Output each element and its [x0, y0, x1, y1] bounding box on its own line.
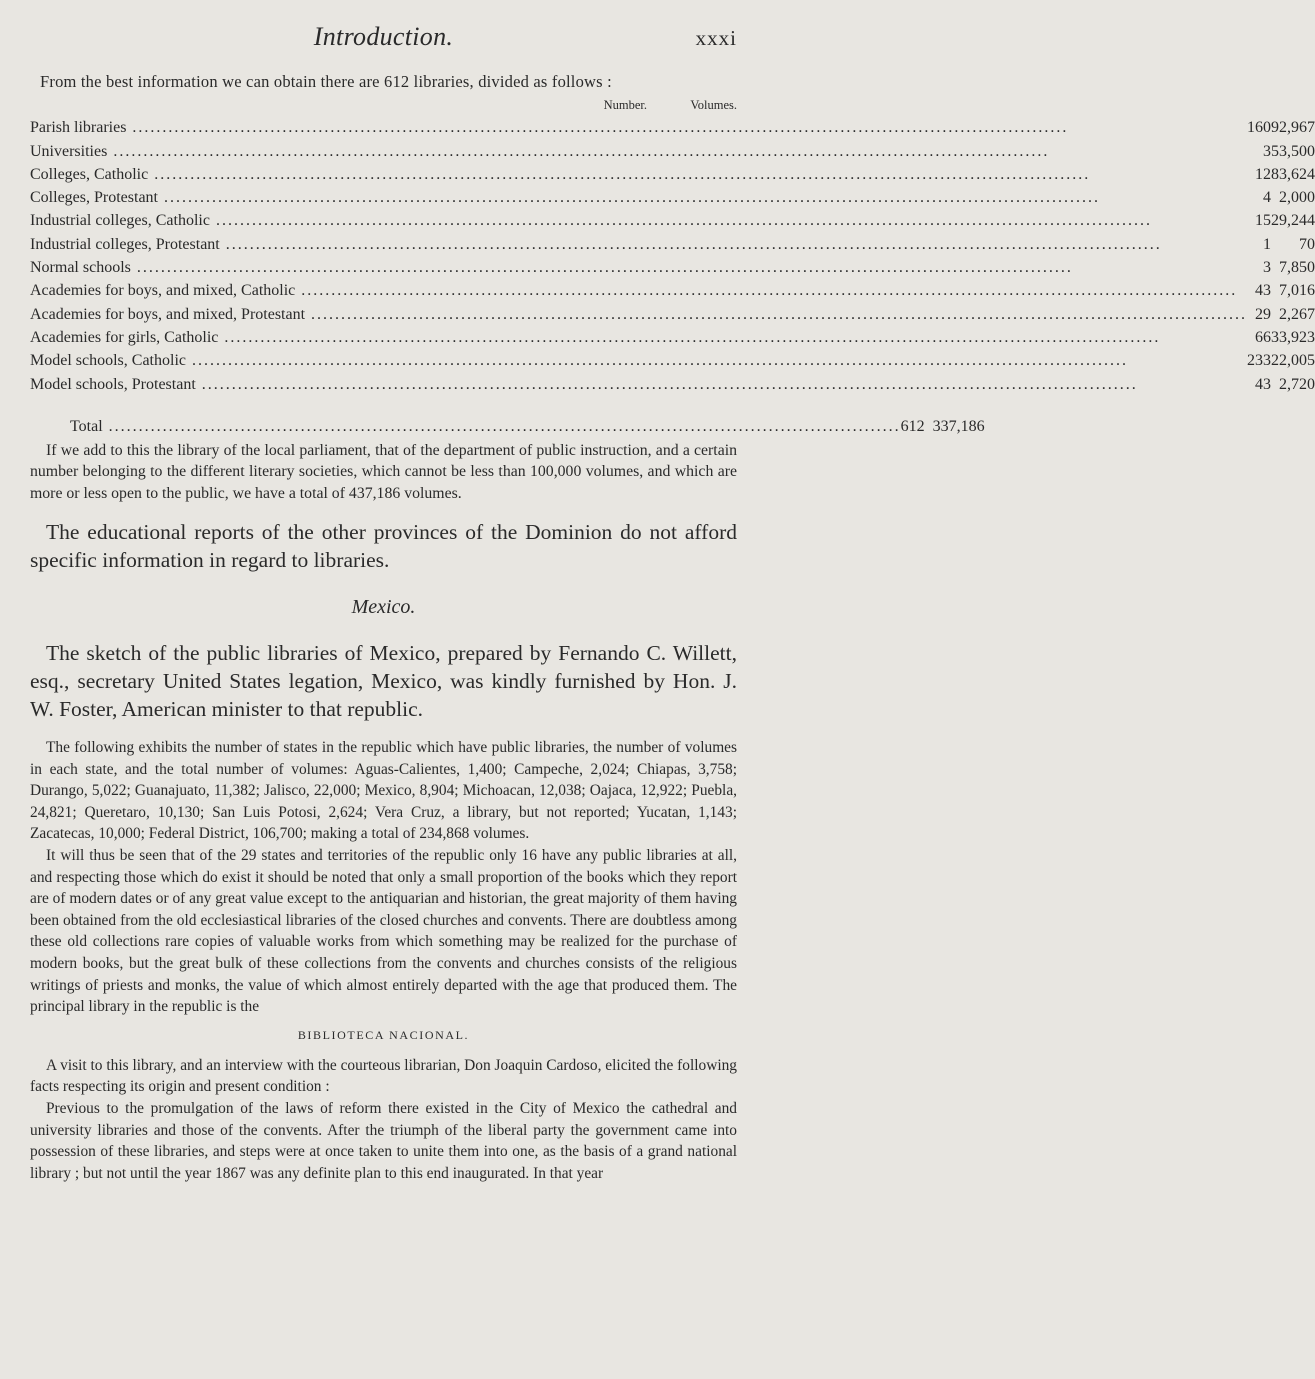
row-number: 160 [1247, 119, 1272, 137]
row-name: Industrial colleges, Protestant ..... [30, 230, 1247, 253]
row-name: Industrial colleges, Catholic ..... [30, 207, 1247, 230]
paragraph-states: The following exhibits the number of states in the republic which have public libraries, the number of volumes in each state, and the total number of volumes: Aguas-Calientes, 1,400; Campeche, 2,024; Chiapas, 3,758; Durango, 5,022; Guanajuato, 11,382; Jalisco, 22,000; Mexico, 8,904; Michoacan, 12,038; Oajaca, 12,922; Puebla, 24,821; Queretaro, 10,130; San Luis Potosi, 2,624; Vera Cruz, a library, but not reported; Yucatan, 1,143; Zacatecas, 10,000; Federal District, 106,700; making a total of 234,868 volumes. [30, 739, 737, 843]
page-header [30, 0, 737, 58]
paragraph-parliament: If we add to this the library of the local parliament, that of the department of public instruction, and a certain number belonging to the different literary societies, which cannot be less than 100,000 volumes, and which are more or less open to the public, we have a total of 437,186 volumes. [30, 441, 737, 502]
row-name: Model schools, Protestant ..... [30, 370, 1247, 393]
row-number: 233 [1247, 352, 1272, 370]
row-volumes: 2,000 [1279, 189, 1315, 207]
table-row [30, 347, 1315, 370]
row-name: Parish libraries ..... [30, 114, 1247, 137]
paragraph-educational-reports: The educational reports of the other provinces of the Dominion do not afford specific information in regard to libraries. [30, 520, 737, 573]
total-label: Total ..... [30, 418, 901, 436]
table-row [30, 114, 1315, 137]
row-name: Academies for boys, and mixed, Catholic ..... [30, 277, 1247, 300]
table-row [30, 300, 1315, 323]
row-name: Academies for girls, Catholic ..... [30, 324, 1247, 347]
row-volumes: 2,720 [1279, 375, 1315, 393]
row-number: 29 [1255, 305, 1272, 323]
table-row [30, 277, 1315, 300]
column-header-volumes: Volumes. [690, 98, 737, 112]
paragraph-seen: It will thus be seen that of the 29 states and territories of the republic only 16 have any public libraries at all, and respecting those which do exist it should be noted that only a small proportion of the books which they report are of modern dates or of any great value except to the antiquarian and historian, the great majority of them having been obtained from the old ecclesiastical libraries of the closed churches and convents. There are doubtless among these old collections rare copies of valuable works from which something may be realized for the purchase of modern books, but the great bulk of these collections from the convents and churches consists of the religious writings of priests and monks, the value of which almost entirely departed with the age that produced them. The principal library in the republic is the [30, 847, 737, 1016]
table-row [30, 207, 1315, 230]
row-volumes: 7,850 [1279, 259, 1315, 277]
table-row [30, 161, 1315, 184]
row-number: 1 [1263, 235, 1272, 253]
row-volumes: 2,267 [1279, 305, 1315, 323]
libraries-table [30, 114, 1315, 394]
subheading-biblioteca-nacional: BIBLIOTECA NACIONAL. [297, 1027, 470, 1042]
table-row [30, 324, 1315, 347]
running-title: Introduction. [313, 22, 454, 51]
row-volumes: 22,005 [1271, 352, 1315, 370]
row-number: 15 [1255, 212, 1272, 230]
row-name: Model schools, Catholic ..... [30, 347, 1247, 370]
table-row [30, 137, 1315, 160]
table-row [30, 230, 1315, 253]
section-title-mexico: Mexico. [351, 596, 416, 619]
row-name: Academies for boys, and mixed, Protestant ..... [30, 300, 1247, 323]
row-volumes: 83,624 [1271, 165, 1315, 183]
row-volumes: 70 [1299, 235, 1315, 253]
paragraph-sketch: The sketch of the public libraries of Mexico, prepared by Fernando C. Willett, esq., secretary United States legation, Mexico, was kindly furnished by Hon. J. W. Foster, American minister to that republic. [30, 641, 737, 722]
paragraph-visit: A visit to this library, and an interview with the courteous librarian, Don Joaquin Cardoso, elicited the following facts respecting its origin and present condition : [30, 1056, 737, 1096]
row-number: 3 [1263, 142, 1272, 160]
row-volumes: 53,500 [1271, 142, 1315, 160]
row-name: Normal schools ..... [30, 254, 1247, 277]
total-volumes: 337,186 [932, 417, 985, 435]
row-number: 66 [1255, 328, 1272, 346]
table-row [30, 254, 1315, 277]
table-total-row [30, 414, 985, 436]
row-number: 43 [1255, 375, 1272, 393]
page-number: xxxi [695, 26, 737, 50]
intro-line: From the best information we can obtain there are 612 libraries, divided as follows : [40, 72, 612, 91]
row-name: Colleges, Catholic ..... [30, 161, 1247, 184]
row-name: Colleges, Protestant ..... [30, 184, 1247, 207]
row-number: 4 [1263, 189, 1272, 207]
table-row [30, 370, 1315, 393]
paragraph-previous: Previous to the promulgation of the laws of reform there existed in the City of Mexico the cathedral and university libraries and those of the convents. After the triumph of the liberal party the government came into possession of these libraries, and steps were at once taken to unite them into one, as the basis of a grand national library ; but not until the year 1867 was any definite plan to this end inaugurated. In that year [30, 1099, 737, 1182]
row-name: Universities ..... [30, 137, 1247, 160]
row-number: 12 [1255, 165, 1272, 183]
row-number: 3 [1263, 259, 1272, 277]
table-row [30, 184, 1315, 207]
row-volumes: 33,923 [1271, 328, 1315, 346]
column-header-number: Number. [603, 98, 647, 112]
table-column-headers [30, 98, 737, 114]
row-volumes: 92,967 [1271, 119, 1315, 137]
row-volumes: 7,016 [1279, 282, 1315, 300]
row-number: 43 [1255, 282, 1272, 300]
total-number: 612 [900, 417, 925, 435]
row-volumes: 29,244 [1271, 212, 1315, 230]
